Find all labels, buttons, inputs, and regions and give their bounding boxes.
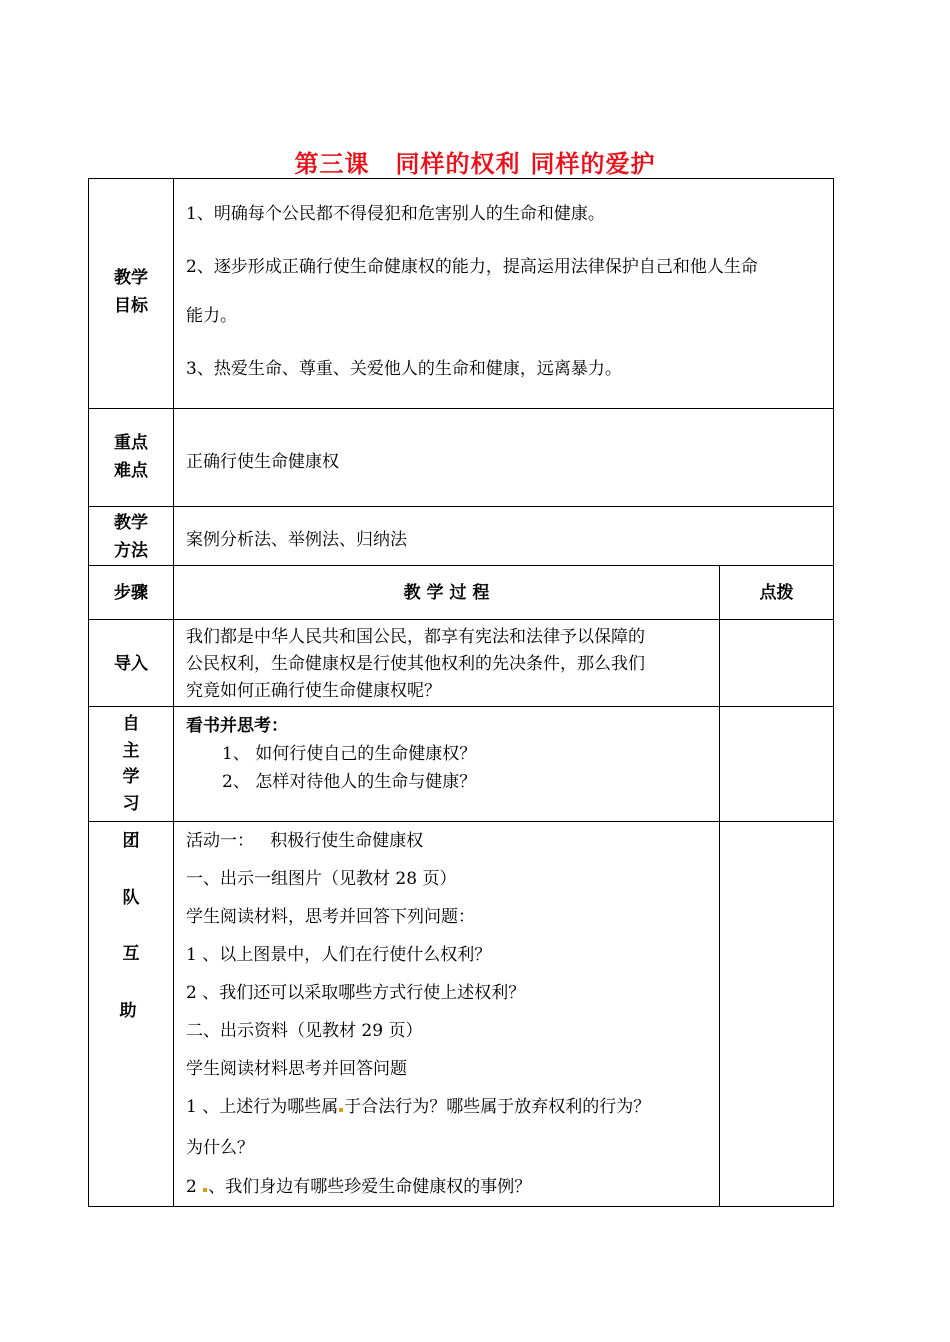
team-part-1: 一、出示一组图片（见教材 28 页） [186,869,457,889]
methods-text: 案例分析法、举例法、归纳法 [186,530,407,550]
selfstudy-char-2: 主 [122,740,140,761]
selfstudy-tips-cell [719,706,834,822]
team-question-3 [186,1092,650,1117]
keypoints-label-cell [88,408,174,507]
team-question-4-a: 2 [186,1177,203,1197]
selfstudy-question-2: 2、 怎样对待他人的生命与健康？ [222,772,477,792]
tips-header-cell [719,565,834,620]
intro-line-3: 究竟如何正确行使生命健康权呢？ [186,681,441,701]
team-tips-cell [719,821,834,1207]
page-title [0,144,950,179]
selfstudy-char-3: 学 [122,767,140,787]
intro-line-2: 公民权利，生命健康权是行使其他权利的先决条件，那么我们 [186,654,645,674]
team-question-3-a: 1 、上述行为哪些属 [186,1097,339,1117]
team-char-1: 团 [122,831,140,851]
title-part-a: 同样的权利 [395,150,521,178]
mark-dot [339,1108,343,1112]
steps-header: 步骤 [114,583,148,603]
team-question-3-line2: 为什么？ [186,1138,254,1158]
team-question-2: 2 、我们还可以采取哪些方式行使上述权利？ [186,983,526,1003]
team-question-3-b: 于合法行为？哪些属于放弃权利的行为？ [344,1097,651,1117]
keypoints-content-cell [173,408,834,507]
methods-label-1: 教学 [114,513,148,533]
team-part-2: 二、出示资料（见教材 29 页） [186,1021,423,1041]
objectives-content-cell [173,178,834,409]
process-header-cell [173,565,720,620]
methods-label-cell [88,506,174,566]
intro-label: 导入 [114,654,148,674]
selfstudy-heading: 看书并思考： [186,716,288,736]
selfstudy-char-1: 自 [122,714,140,734]
methods-content-cell [173,506,834,566]
team-char-3: 互 [122,944,140,964]
tips-header: 点拨 [759,583,794,603]
objective-2-line1: 2、逐步形成正确行使生命健康权的能力，提高运用法律保护自己和他人生命 [186,257,758,277]
objectives-label-2: 目标 [114,296,148,316]
intro-label-cell [88,619,174,707]
team-task-1: 学生阅读材料，思考并回答下列问题： [186,907,475,927]
team-char-2: 队 [122,888,140,908]
team-char-4: 助 [119,1001,137,1021]
objective-2-line2: 能力。 [186,306,237,326]
team-question-4-b: 、我们身边有哪些珍爱生命健康权的事例？ [208,1177,532,1197]
team-task-2: 学生阅读材料思考并回答问题 [186,1059,407,1079]
intro-content-cell [173,619,720,707]
team-activity: 活动一： 积极行使生命健康权 [186,831,424,851]
methods-label-2: 方法 [114,541,148,561]
team-question-4 [186,1172,531,1197]
team-content-cell [173,821,720,1207]
objectives-label-cell [88,178,174,409]
mark-dot [203,1188,207,1192]
objective-3: 3、热爱生命、尊重、关爱他人的生命和健康，远离暴力。 [186,359,622,379]
title-part-b: 同样的爱护 [530,150,656,178]
selfstudy-char-4: 习 [122,793,140,814]
selfstudy-label-cell [88,706,174,822]
keypoints-text: 正确行使生命健康权 [186,452,339,472]
selfstudy-content-cell [173,706,720,822]
objective-1: 1、明确每个公民都不得侵犯和危害别人的生命和健康。 [186,204,605,224]
intro-tips-cell [719,619,834,707]
steps-header-cell [88,565,174,620]
process-header: 教 学 过 程 [403,583,490,603]
selfstudy-question-1: 1、 如何行使自己的生命健康权？ [222,744,477,764]
lesson-number: 第三课 [294,150,370,178]
intro-line-1: 我们都是中华人民共和国公民，都享有宪法和法律予以保障的 [186,627,645,647]
team-label-cell [88,821,174,1207]
keypoints-label-2: 难点 [114,461,148,481]
team-question-1: 1 、以上图景中，人们在行使什么权利？ [186,945,492,965]
objectives-label-1: 教学 [114,268,148,288]
keypoints-label-1: 重点 [114,433,148,453]
